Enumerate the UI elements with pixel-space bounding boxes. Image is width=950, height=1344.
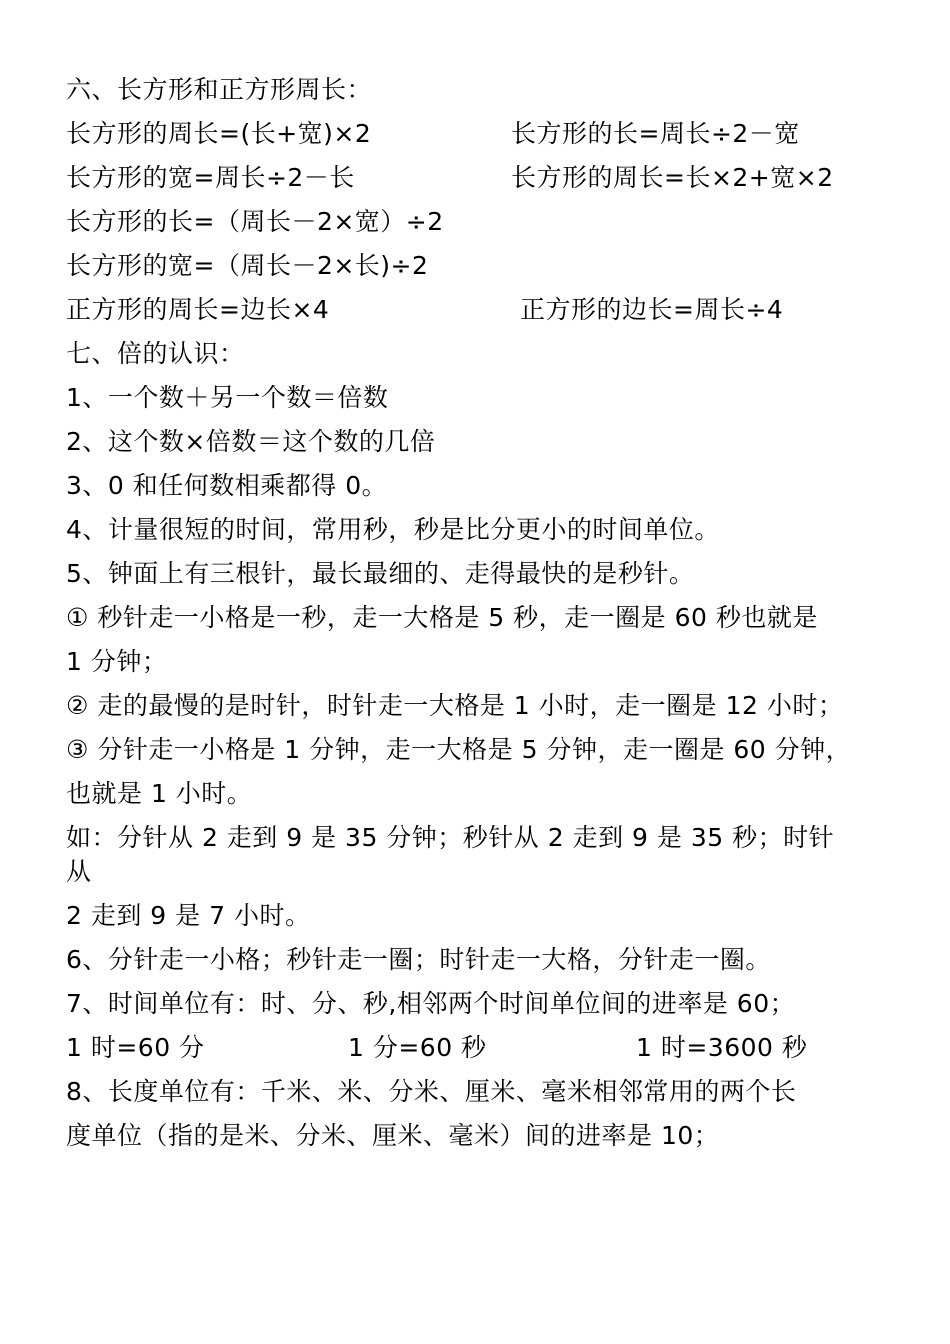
square-perimeter-formula: 正方形的周长=边长×4 <box>66 295 330 324</box>
unit-minute-second: 1 分=60 秒 <box>348 1033 487 1062</box>
circled-item-3-cont: 也就是 1 小时。 <box>66 779 253 808</box>
unit-hour-minute: 1 时=60 分 <box>66 1033 205 1062</box>
list-item: 1、一个数＋另一个数＝倍数 <box>66 383 389 412</box>
rect-perimeter-formula: 长方形的周长=(长+宽)×2 <box>66 119 372 148</box>
square-side-formula: 正方形的边长=周长÷4 <box>520 295 784 324</box>
section-7-heading: 七、倍的认识： <box>66 339 245 368</box>
rect-perimeter-formula-alt: 长方形的周长=长×2+宽×2 <box>511 163 834 192</box>
list-item: 6、分针走一小格；秒针走一圈；时针走一大格，分针走一圈。 <box>66 945 771 974</box>
perimeter-row-5 <box>66 295 906 339</box>
rect-width-formula: 长方形的宽=周长÷2－长 <box>66 163 355 192</box>
circled-item-1-cont: 1 分钟； <box>66 647 168 676</box>
rect-width-formula-alt: 长方形的宽=（周长－2×长)÷2 <box>66 251 429 280</box>
list-item: 3、0 和任何数相乘都得 0。 <box>66 471 388 500</box>
list-item: 7、时间单位有：时、分、秒,相邻两个时间单位间的进率是 60； <box>66 989 796 1018</box>
section-6-heading: 六、长方形和正方形周长： <box>66 75 373 104</box>
perimeter-row-1 <box>66 119 906 163</box>
circled-item-2: ② 走的最慢的是时针，时针走一大格是 1 小时，走一圈是 12 小时； <box>66 691 844 720</box>
time-units-row <box>66 1033 906 1077</box>
list-item: 2、这个数×倍数＝这个数的几倍 <box>66 427 436 456</box>
list-item: 4、计量很短的时间，常用秒，秒是比分更小的时间单位。 <box>66 515 720 544</box>
document-page <box>66 75 906 1165</box>
circled-item-1: ① 秒针走一小格是一秒，走一大格是 5 秒，走一圈是 60 秒也就是 <box>66 603 818 632</box>
example-line-3: 2 走到 9 是 7 小时。 <box>66 901 311 930</box>
example-line-1: 如：分针从 2 走到 9 是 35 分钟；秒针从 2 走到 9 是 35 秒；时针 <box>66 823 835 852</box>
perimeter-row-2 <box>66 163 906 207</box>
unit-hour-second: 1 时=3600 秒 <box>636 1033 808 1062</box>
example-line-2: 从 <box>66 857 92 886</box>
list-item-cont: 度单位（指的是米、分米、厘米、毫米）间的进率是 10； <box>66 1121 720 1150</box>
list-item: 5、钟面上有三根针，最长最细的、走得最快的是秒针。 <box>66 559 695 588</box>
list-item: 8、长度单位有：千米、米、分米、厘米、毫米相邻常用的两个长 <box>66 1077 797 1106</box>
rect-length-formula: 长方形的长=周长÷2－宽 <box>511 119 800 148</box>
circled-item-3: ③ 分针走一小格是 1 分钟，走一大格是 5 分钟，走一圈是 60 分钟， <box>66 735 852 764</box>
rect-length-formula-alt: 长方形的长=（周长－2×宽）÷2 <box>66 207 444 236</box>
